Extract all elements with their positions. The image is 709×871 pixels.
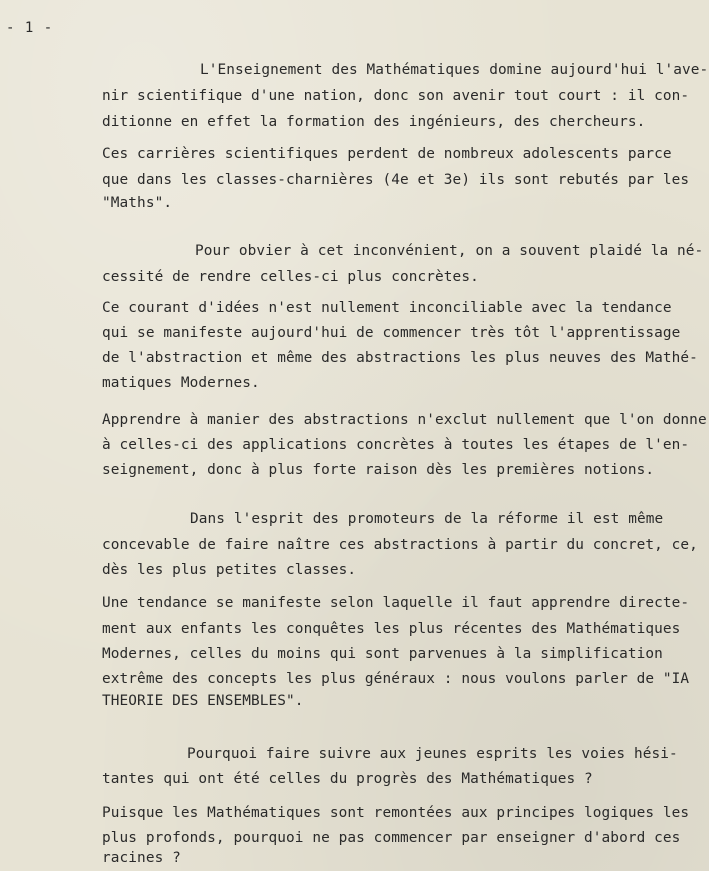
text-line: Pourquoi faire suivre aux jeunes esprits les voies hési-	[187, 746, 678, 762]
text-line: L'Enseignement des Mathématiques domine aujourd'hui l'ave-	[200, 62, 709, 78]
text-line: qui se manifeste aujourd'hui de commencer très tôt l'apprentissage	[102, 325, 681, 341]
text-line: ment aux enfants les conquêtes les plus récentes des Mathématiques	[102, 621, 681, 637]
text-line: seignement, donc à plus forte raison dès les premières notions.	[102, 462, 655, 478]
text-line: concevable de faire naître ces abstractions à partir du concret, ce,	[102, 537, 698, 553]
text-line: Modernes, celles du moins qui sont parvenues à la simplification	[102, 646, 663, 662]
text-line: tantes qui ont été celles du progrès des Mathématiques ?	[102, 771, 593, 787]
text-line: ditionne en effet la formation des ingénieurs, des chercheurs.	[102, 114, 646, 130]
text-line: nir scientifique d'une nation, donc son avenir tout court : il con-	[102, 88, 690, 104]
text-line: dès les plus petites classes.	[102, 562, 357, 578]
text-line: Ce courant d'idées n'est nullement inconciliable avec la tendance	[102, 300, 672, 316]
text-line: Ces carrières scientifiques perdent de nombreux adolescents parce	[102, 146, 672, 162]
text-line: plus profonds, pourquoi ne pas commencer par enseigner d'abord ces	[102, 830, 681, 846]
text-line: matiques Modernes.	[102, 375, 260, 391]
text-line: que dans les classes-charnières (4e et 3e) ils sont rebutés par les	[102, 172, 690, 188]
text-line: Dans l'esprit des promoteurs de la réforme il est même	[190, 511, 664, 527]
page-number: - 1 -	[6, 20, 54, 36]
text-line: "Maths".	[102, 195, 173, 211]
text-line: cessité de rendre celles-ci plus concrètes.	[102, 269, 479, 285]
text-line: THEORIE DES ENSEMBLES".	[102, 693, 304, 709]
text-line: Puisque les Mathématiques sont remontées aux principes logiques les	[102, 805, 690, 821]
text-line: Pour obvier à cet inconvénient, on a souvent plaidé la né-	[195, 243, 704, 259]
text-line: extrême des concepts les plus généraux : nous voulons parler de "IA	[102, 671, 690, 687]
text-line: à celles-ci des applications concrètes à toutes les étapes de l'en-	[102, 437, 690, 453]
text-line: Apprendre à manier des abstractions n'exclut nullement que l'on donne	[102, 412, 707, 428]
text-line: de l'abstraction et même des abstractions les plus neuves des Mathé-	[102, 350, 698, 366]
text-line: Une tendance se manifeste selon laquelle il faut apprendre directe-	[102, 595, 690, 611]
text-line: racines ?	[102, 850, 181, 866]
